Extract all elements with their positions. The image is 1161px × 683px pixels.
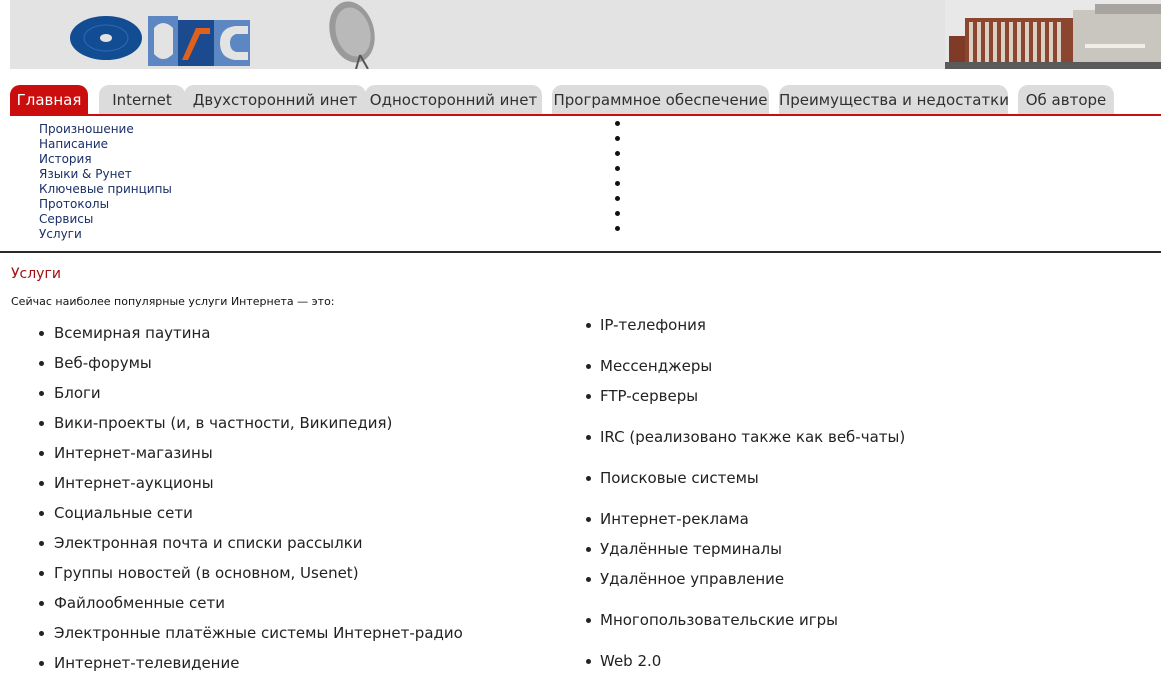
subnav-link-offerings[interactable]: Услуги xyxy=(39,227,82,241)
bullet-icon xyxy=(39,571,44,576)
bullet-icon xyxy=(586,547,591,552)
subnav-link-spelling[interactable]: Написание xyxy=(39,137,108,151)
list-item: Электронная почта и списки рассылки xyxy=(54,534,363,552)
subnav-link-pronunciation[interactable]: Произношение xyxy=(39,122,134,136)
bullet-icon xyxy=(615,151,620,156)
list-item: Блоги xyxy=(54,384,101,402)
list-item: Интернет-магазины xyxy=(54,444,213,462)
bullet-icon xyxy=(586,659,591,664)
list-item: Поисковые системы xyxy=(600,469,759,487)
bullet-icon xyxy=(615,136,620,141)
tab-two-way-internet[interactable]: Двухсторонний инет xyxy=(184,85,366,114)
bullet-icon xyxy=(39,391,44,396)
divider xyxy=(0,251,1161,253)
main-tabs xyxy=(10,85,1161,114)
bullet-icon xyxy=(586,364,591,369)
bullet-icon xyxy=(39,451,44,456)
bullet-icon xyxy=(586,435,591,440)
list-item: IRC (реализовано также как веб-чаты) xyxy=(600,428,905,446)
bullet-icon xyxy=(39,601,44,606)
bullet-icon xyxy=(39,331,44,336)
list-item: Вики-проекты (и, в частности, Википедия) xyxy=(54,414,392,432)
tab-pros-cons[interactable]: Преимущества и недостатки xyxy=(779,85,1008,114)
subnav-link-principles[interactable]: Ключевые принципы xyxy=(39,182,172,196)
list-item: Мессенджеры xyxy=(600,357,712,375)
tab-home[interactable]: Главная xyxy=(10,85,88,114)
bullet-icon xyxy=(39,481,44,486)
list-item: FTP-серверы xyxy=(600,387,698,405)
tab-underline xyxy=(10,114,1161,116)
subnav-link-languages[interactable]: Языки & Рунет xyxy=(39,167,132,181)
list-item: Группы новостей (в основном, Usenet) xyxy=(54,564,359,582)
bullet-icon xyxy=(586,394,591,399)
tab-one-way-internet[interactable]: Односторонний инет xyxy=(365,85,542,114)
list-item: Социальные сети xyxy=(54,504,193,522)
section-title: Услуги xyxy=(11,266,61,282)
list-item: Многопользовательские игры xyxy=(600,611,838,629)
subnav-link-services[interactable]: Сервисы xyxy=(39,212,94,226)
bullet-icon xyxy=(615,166,620,171)
list-item: Всемирная паутина xyxy=(54,324,211,342)
list-item: Веб-форумы xyxy=(54,354,152,372)
bullet-icon xyxy=(39,631,44,636)
building-photo xyxy=(945,0,1161,69)
list-item: IP-телефония xyxy=(600,316,706,334)
list-item: Файлообменные сети xyxy=(54,594,225,612)
list-item: Интернет-аукционы xyxy=(54,474,214,492)
subnav-link-history[interactable]: История xyxy=(39,152,92,166)
section-intro: Сейчас наиболее популярные услуги Интернета — это: xyxy=(11,295,335,308)
bullet-icon xyxy=(39,511,44,516)
bullet-icon xyxy=(615,181,620,186)
satellite-dish-icon xyxy=(320,0,390,69)
site-logo xyxy=(70,8,250,69)
tab-about-author[interactable]: Об авторе xyxy=(1018,85,1114,114)
bullet-icon xyxy=(615,121,620,126)
bullet-icon xyxy=(615,226,620,231)
bullet-icon xyxy=(586,577,591,582)
list-item: Удалённые терминалы xyxy=(600,540,782,558)
bullet-icon xyxy=(39,361,44,366)
bullet-icon xyxy=(39,421,44,426)
bullet-icon xyxy=(586,517,591,522)
bullet-icon xyxy=(615,211,620,216)
list-item: Интернет-реклама xyxy=(600,510,749,528)
bullet-icon xyxy=(586,618,591,623)
tab-software[interactable]: Программное обеспечение xyxy=(552,85,769,114)
tab-internet[interactable]: Internet xyxy=(99,85,185,114)
bullet-icon xyxy=(39,541,44,546)
subnav-link-protocols[interactable]: Протоколы xyxy=(39,197,110,211)
bullet-icon xyxy=(586,476,591,481)
list-item: Web 2.0 xyxy=(600,652,661,670)
list-item: Удалённое управление xyxy=(600,570,784,588)
bullet-icon xyxy=(615,196,620,201)
sub-navigation xyxy=(39,122,172,242)
bullet-icon xyxy=(39,661,44,666)
list-item: Интернет-телевидение xyxy=(54,654,239,672)
header-banner xyxy=(10,0,1161,69)
bullet-icon xyxy=(586,323,591,328)
list-item: Электронные платёжные системы Интернет-радио xyxy=(54,624,463,642)
